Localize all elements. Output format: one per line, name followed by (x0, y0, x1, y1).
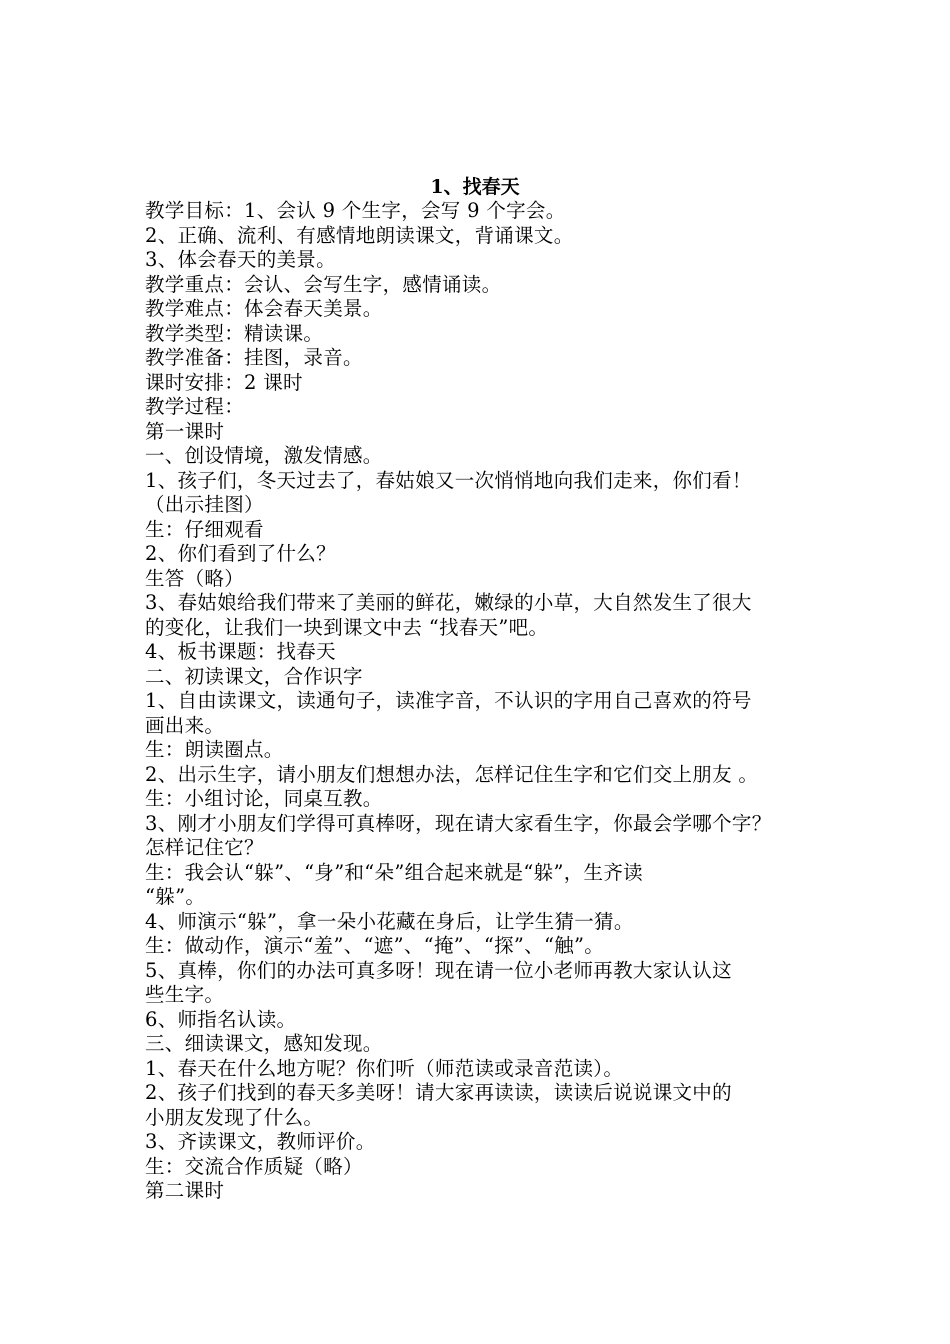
text-line: 5、真棒，你们的办法可真多呀！现在请一位小老师再教大家认认这 (145, 958, 732, 982)
section-heading: 三、细读课文，感知发现。 (145, 1032, 383, 1055)
text-line: 生：小组讨论，同桌互教。 (145, 787, 383, 810)
text-line: 教学类型：精读课。 (145, 321, 324, 345)
lesson-plan-body (145, 199, 815, 1204)
text-line: 教学重点：会认、会写生字，感情诵读。 (145, 272, 502, 296)
text-line: 2、出示生字，请小朋友们想想办法，怎样记住生字和它们交上朋友 。 (145, 762, 759, 786)
text-line: 生：交流合作质疑（略） (145, 1154, 363, 1178)
section-heading: 第一课时 (145, 419, 225, 443)
text-line: 3、春姑娘给我们带来了美丽的鲜花，嫩绿的小草，大自然发生了很大 (145, 591, 752, 614)
text-line: 3、体会春天的美景。 (145, 248, 336, 271)
text-line: 生：朗读圈点。 (145, 738, 284, 761)
text-line: “躲”。 (145, 885, 206, 908)
text-line: （出示挂图） (145, 493, 264, 516)
text-line: 小朋友发现了什么。 (145, 1105, 324, 1129)
text-line: 的变化，让我们一块到课文中去 “找春天”吧。 (145, 615, 549, 639)
section-heading: 第二课时 (145, 1179, 225, 1202)
text-line: 1、春天在什么地方呢？你们听（师范读或录音范读）。 (145, 1056, 624, 1080)
text-line: 生答（略） (145, 566, 245, 590)
page-title: 1、找春天 (430, 176, 520, 198)
text-line: 2、你们看到了什么？ (145, 542, 336, 565)
text-line: 6、师指名认读。 (145, 1007, 297, 1031)
text-line: 2、孩子们找到的春天多美呀！请大家再读读，读读后说说课文中的 (145, 1081, 732, 1104)
section-heading: 二、初读课文，合作识字 (145, 664, 363, 688)
text-line: 3、刚才小朋友们学得可真棒呀，现在请大家看生字，你最会学哪个字？ (145, 811, 772, 835)
text-line: 教学准备：挂图，录音。 (145, 346, 363, 369)
text-line: 4、师演示“躲”，拿一朵小花藏在身后，让学生猜一猜。 (145, 909, 634, 933)
text-line: 些生字。 (145, 983, 225, 1006)
text-line: 1、孩子们，冬天过去了，春姑娘又一次悄悄地向我们走来，你们看！ (145, 468, 752, 492)
text-line: 课时安排：2 课时 (145, 370, 303, 394)
text-line: 画出来。 (145, 713, 225, 737)
text-line: 4、板书课题：找春天 (145, 640, 336, 663)
text-line: 教学过程： (145, 395, 245, 418)
text-line: 3、齐读课文，教师评价。 (145, 1130, 376, 1153)
text-line: 生：仔细观看 (145, 517, 264, 541)
text-line: 2、正确、流利、有感情地朗读课文，背诵课文。 (145, 223, 574, 247)
text-line: 教学难点：体会春天美景。 (145, 297, 383, 320)
text-line: 教学目标：1、会认 9 个生字，会写 9 个字会。 (145, 199, 566, 222)
text-line: 1、自由读课文，读通句子，读准字音，不认识的字用自己喜欢的符号 (145, 689, 752, 712)
text-line: 生：我会认“躲”、“身”和“朵”组合起来就是“躲”，生齐读 (145, 860, 643, 884)
section-heading: 一、创设情境，激发情感。 (145, 444, 383, 467)
text-line: 怎样记住它？ (145, 836, 264, 859)
text-line: 生：做动作，演示“羞”、“遮”、“掩”、“探”、“触”。 (145, 934, 605, 957)
